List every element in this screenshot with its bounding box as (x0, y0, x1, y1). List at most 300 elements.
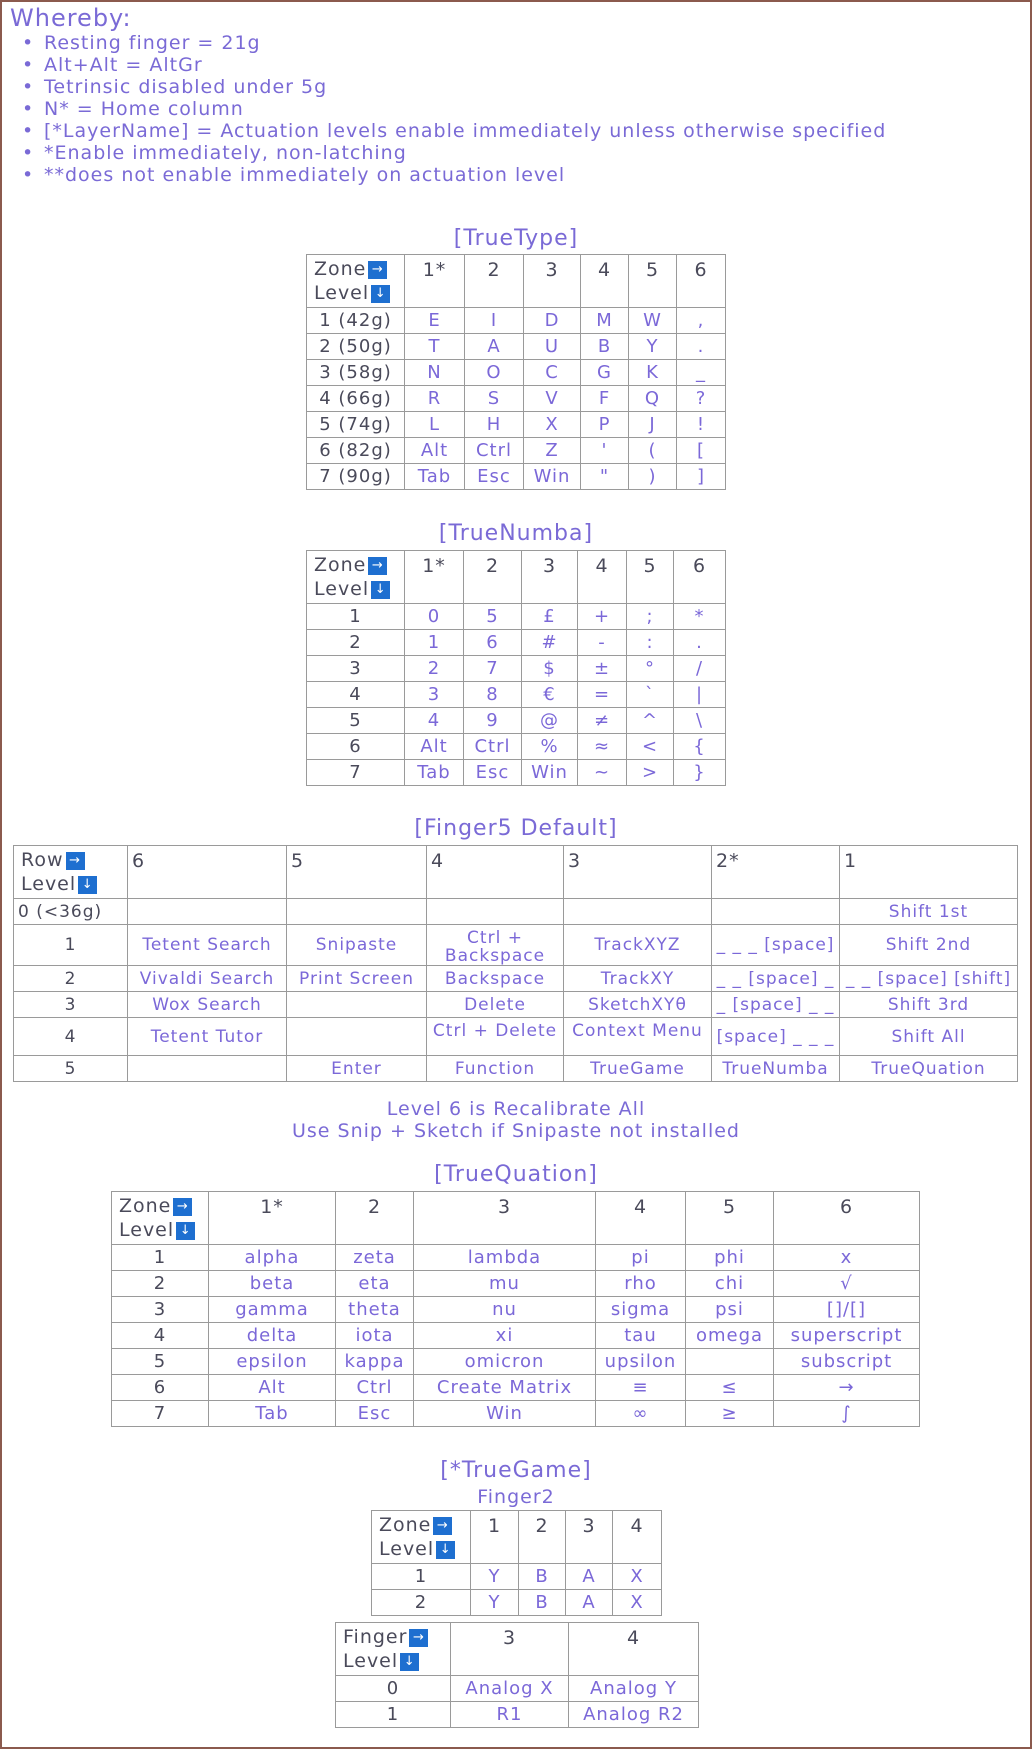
column-header: 2 (519, 1511, 566, 1564)
table-cell: ≥ (686, 1401, 774, 1427)
table-row (372, 1590, 662, 1616)
table-cell: TrueNumba (712, 1056, 840, 1082)
table-cell: TrackXYZ (564, 925, 712, 966)
axis-label-text: Zone (119, 1195, 172, 1217)
table-cell: 7 (464, 656, 522, 682)
table-cell: Alt (405, 438, 465, 464)
corner-cell (307, 255, 405, 308)
table-row (14, 1056, 1018, 1082)
row-label: 3 (112, 1297, 209, 1323)
table-cell: + (578, 604, 627, 630)
table-cell: 1 (405, 630, 464, 656)
table-cell: omega (686, 1323, 774, 1349)
table-row (307, 682, 726, 708)
table-row (307, 438, 726, 464)
table-cell (287, 992, 427, 1018)
table-cell: Alt (405, 734, 464, 760)
corner-cell (307, 551, 405, 604)
table-cell: C (524, 360, 581, 386)
axis-label (343, 1625, 450, 1649)
table-cell: Tab (209, 1401, 336, 1427)
axis-label (21, 872, 127, 896)
table-cell (686, 1349, 774, 1375)
table-cell: ? (677, 386, 726, 412)
column-header: 5 (627, 551, 674, 604)
table-cell: # (522, 630, 578, 656)
axis-label (314, 281, 404, 305)
truegame-title: [*TrueGame] (440, 1458, 592, 1483)
table-row (307, 734, 726, 760)
table-cell: 0 (405, 604, 464, 630)
axis-label-text: Level (379, 1538, 435, 1560)
column-header: 4 (578, 551, 627, 604)
table-row (307, 604, 726, 630)
column-header: 3 (524, 255, 581, 308)
corner-cell (112, 1192, 209, 1245)
table-cell: Shift 1st (840, 899, 1018, 925)
column-header: 6 (128, 846, 287, 899)
axis-label-text: Row (21, 849, 64, 871)
table-cell: X (613, 1590, 662, 1616)
table-cell: Ctrl (336, 1375, 414, 1401)
table-cell: Ctrl (464, 734, 522, 760)
table-cell: R1 (451, 1702, 569, 1728)
column-header: 4 (427, 846, 564, 899)
table-row (112, 1349, 920, 1375)
table-cell: nu (414, 1297, 596, 1323)
row-label: 2 (372, 1590, 471, 1616)
row-label: 2 (50g) (307, 334, 405, 360)
row-label: 5 (74g) (307, 412, 405, 438)
table-cell: A (465, 334, 524, 360)
table-cell: ^ (627, 708, 674, 734)
table-cell: epsilon (209, 1349, 336, 1375)
table-cell: Shift 3rd (840, 992, 1018, 1018)
table-cell: Esc (465, 464, 524, 490)
table-cell: * (674, 604, 726, 630)
table-cell: superscript (774, 1323, 920, 1349)
table-cell: < (627, 734, 674, 760)
header-row (336, 1623, 699, 1676)
truegame-subtitle: Finger2 (477, 1486, 555, 1508)
table-cell: alpha (209, 1245, 336, 1271)
table-cell (287, 899, 427, 925)
row-label: 1 (372, 1564, 471, 1590)
table-cell: Vivaldi Search (128, 966, 287, 992)
row-label: 6 (307, 734, 405, 760)
table-cell: D (524, 308, 581, 334)
table-cell: O (465, 360, 524, 386)
list-item: • Tetrinsic disabled under 5g (22, 76, 886, 98)
arrow-right-icon: → (173, 1198, 192, 1216)
axis-label (379, 1513, 470, 1537)
table-cell: " (581, 464, 629, 490)
table-cell: Enter (287, 1056, 427, 1082)
corner-cell (336, 1623, 451, 1676)
table-cell: - (578, 630, 627, 656)
table-cell: [ (677, 438, 726, 464)
arrow-down-icon: ↓ (371, 285, 390, 303)
table-cell: SketchXYθ (564, 992, 712, 1018)
table-cell: Alt (209, 1375, 336, 1401)
table-cell: Win (524, 464, 581, 490)
table-cell: 5 (464, 604, 522, 630)
arrow-right-icon: → (66, 852, 85, 870)
table-cell: . (677, 334, 726, 360)
table-cell: x (774, 1245, 920, 1271)
table-cell: [space] _ _ _ (712, 1018, 840, 1056)
table-cell: Tetent Search (128, 925, 287, 966)
row-label: 1 (307, 604, 405, 630)
arrow-down-icon: ↓ (78, 876, 97, 894)
table-cell: Snipaste (287, 925, 427, 966)
truequation-table (111, 1191, 920, 1427)
column-header: 1* (405, 551, 464, 604)
column-header: 4 (569, 1623, 699, 1676)
table-cell: pi (596, 1245, 686, 1271)
list-item: • **does not enable immediately on actuation level (22, 164, 886, 186)
table-cell: Tetent Tutor (128, 1018, 287, 1056)
table-row (307, 760, 726, 786)
table-cell: @ (522, 708, 578, 734)
table-cell: upsilon (596, 1349, 686, 1375)
table-cell: Context Menu (564, 1018, 712, 1056)
table-cell: sigma (596, 1297, 686, 1323)
table-cell: iota (336, 1323, 414, 1349)
row-label: 4 (66g) (307, 386, 405, 412)
header-row (307, 255, 726, 308)
row-label: 3 (58g) (307, 360, 405, 386)
table-cell: ' (581, 438, 629, 464)
table-cell: 9 (464, 708, 522, 734)
table-row (307, 708, 726, 734)
row-label: 3 (307, 656, 405, 682)
axis-label-text: Zone (314, 554, 367, 576)
table-cell: _ [space] _ _ (712, 992, 840, 1018)
table-cell: Ctrl (465, 438, 524, 464)
column-header: 1 (840, 846, 1018, 899)
table-cell: mu (414, 1271, 596, 1297)
axis-label-text: Zone (379, 1514, 432, 1536)
table-row (307, 360, 726, 386)
table-cell: \ (674, 708, 726, 734)
row-label: 2 (307, 630, 405, 656)
table-cell: tau (596, 1323, 686, 1349)
table-cell: M (581, 308, 629, 334)
table-cell: G (581, 360, 629, 386)
arrow-down-icon: ↓ (176, 1222, 195, 1240)
table-row (307, 412, 726, 438)
table-cell: Analog X (451, 1676, 569, 1702)
table-row (112, 1375, 920, 1401)
arrow-down-icon: ↓ (371, 581, 390, 599)
table-cell: J (629, 412, 677, 438)
table-cell (427, 899, 564, 925)
corner-cell (14, 846, 128, 899)
column-header: 3 (564, 846, 712, 899)
column-header: 2 (465, 255, 524, 308)
table-cell: Win (414, 1401, 596, 1427)
table-cell: _ _ _ [space] (712, 925, 840, 966)
table-cell: omicron (414, 1349, 596, 1375)
table-cell: lambda (414, 1245, 596, 1271)
table-cell: Z (524, 438, 581, 464)
column-header: 1* (209, 1192, 336, 1245)
table-cell: V (524, 386, 581, 412)
table-cell: Shift 2nd (840, 925, 1018, 966)
table-cell: TrueQuation (840, 1056, 1018, 1082)
truegame-zone-table (371, 1510, 662, 1616)
axis-label (314, 257, 404, 281)
table-cell: Y (629, 334, 677, 360)
column-header: 4 (613, 1511, 662, 1564)
table-cell: 3 (405, 682, 464, 708)
table-row (112, 1297, 920, 1323)
header-row (372, 1511, 662, 1564)
table-cell: F (581, 386, 629, 412)
table-row (14, 899, 1018, 925)
notes-list (22, 32, 886, 186)
table-row (307, 656, 726, 682)
axis-label (314, 577, 404, 601)
axis-label (314, 553, 404, 577)
axis-label-text: Level (21, 873, 77, 895)
table-cell: ; (627, 604, 674, 630)
axis-label (343, 1649, 450, 1673)
table-cell: U (524, 334, 581, 360)
row-label: 7 (90g) (307, 464, 405, 490)
table-cell: theta (336, 1297, 414, 1323)
column-header: 3 (451, 1623, 569, 1676)
table-cell: | (674, 682, 726, 708)
table-cell: X (524, 412, 581, 438)
arrow-right-icon: → (409, 1629, 428, 1647)
row-label: 4 (14, 1018, 128, 1056)
table-cell: ≈ (578, 734, 627, 760)
arrow-down-icon: ↓ (436, 1541, 455, 1559)
table-cell: Analog Y (569, 1676, 699, 1702)
table-row (112, 1323, 920, 1349)
axis-label-text: Level (314, 282, 370, 304)
corner-cell (372, 1511, 471, 1564)
truenumba-title: [TrueNumba] (438, 521, 594, 546)
axis-label-text: Zone (314, 258, 367, 280)
header-row (112, 1192, 920, 1245)
list-item: • *Enable immediately, non-latching (22, 142, 886, 164)
column-header: 3 (566, 1511, 613, 1564)
table-cell: Create Matrix (414, 1375, 596, 1401)
table-cell (128, 1056, 287, 1082)
column-header: 5 (686, 1192, 774, 1245)
table-cell: ≠ (578, 708, 627, 734)
list-item: • N* = Home column (22, 98, 886, 120)
axis-label-text: Level (343, 1650, 399, 1672)
table-row (112, 1271, 920, 1297)
truenumba-table (306, 550, 726, 786)
column-header: 6 (674, 551, 726, 604)
column-header: 6 (677, 255, 726, 308)
table-cell: Delete (427, 992, 564, 1018)
table-cell: } (674, 760, 726, 786)
list-item: • Resting finger = 21g (22, 32, 886, 54)
table-cell: ∞ (596, 1401, 686, 1427)
row-label: 3 (14, 992, 128, 1018)
table-cell: Analog R2 (569, 1702, 699, 1728)
table-row (14, 992, 1018, 1018)
table-cell: Esc (464, 760, 522, 786)
table-cell: phi (686, 1245, 774, 1271)
table-cell: Shift All (840, 1018, 1018, 1056)
table-row (307, 630, 726, 656)
row-label: 5 (14, 1056, 128, 1082)
table-cell: Tab (405, 464, 465, 490)
row-label: 5 (307, 708, 405, 734)
table-cell: 4 (405, 708, 464, 734)
header-row (14, 846, 1018, 899)
table-row (307, 386, 726, 412)
table-cell: delta (209, 1323, 336, 1349)
table-cell: Tab (405, 760, 464, 786)
table-cell: : (627, 630, 674, 656)
document-page (2, 2, 1030, 1747)
table-cell: Esc (336, 1401, 414, 1427)
table-cell: kappa (336, 1349, 414, 1375)
column-header: 5 (287, 846, 427, 899)
table-cell: 2 (405, 656, 464, 682)
axis-label (21, 848, 127, 872)
axis-label-text: Level (119, 1219, 175, 1241)
table-cell: X (613, 1564, 662, 1590)
arrow-right-icon: → (368, 557, 387, 575)
axis-label-text: Finger (343, 1626, 408, 1648)
arrow-right-icon: → (433, 1517, 452, 1535)
table-cell: ( (629, 438, 677, 464)
table-cell: B (581, 334, 629, 360)
table-cell: S (465, 386, 524, 412)
table-row (372, 1564, 662, 1590)
footnote-recalibrate: Level 6 is Recalibrate All (386, 1098, 646, 1120)
list-item: • Alt+Alt = AltGr (22, 54, 886, 76)
table-row (307, 308, 726, 334)
row-label: 1 (112, 1245, 209, 1271)
table-cell: E (405, 308, 465, 334)
table-cell: , (677, 308, 726, 334)
row-label: 2 (14, 966, 128, 992)
table-cell (564, 899, 712, 925)
table-cell: N (405, 360, 465, 386)
truetype-title: [TrueType] (453, 226, 579, 251)
row-label: 7 (307, 760, 405, 786)
row-label: 2 (112, 1271, 209, 1297)
column-header: 2 (336, 1192, 414, 1245)
table-row (14, 925, 1018, 966)
row-label: 1 (14, 925, 128, 966)
table-cell: zeta (336, 1245, 414, 1271)
table-cell: √ (774, 1271, 920, 1297)
table-cell: W (629, 308, 677, 334)
table-cell: ] (677, 464, 726, 490)
arrow-right-icon: → (368, 261, 387, 279)
table-cell: Ctrl + Backspace (427, 925, 564, 966)
table-row (307, 464, 726, 490)
table-row (112, 1401, 920, 1427)
column-header: 1* (405, 255, 465, 308)
table-cell: % (522, 734, 578, 760)
row-label: 6 (112, 1375, 209, 1401)
column-header: 2 (464, 551, 522, 604)
axis-label (119, 1194, 208, 1218)
table-cell: eta (336, 1271, 414, 1297)
page-title: Whereby: (10, 4, 132, 32)
column-header: 5 (629, 255, 677, 308)
table-cell: H (465, 412, 524, 438)
row-label: 6 (82g) (307, 438, 405, 464)
table-row (336, 1702, 699, 1728)
table-cell: L (405, 412, 465, 438)
table-cell: B (519, 1564, 566, 1590)
table-cell: _ _ [space] _ (712, 966, 840, 992)
table-row (307, 334, 726, 360)
footnote-snipaste: Use Snip + Sketch if Snipaste not installed (292, 1120, 740, 1142)
table-cell: → (774, 1375, 920, 1401)
table-cell: gamma (209, 1297, 336, 1323)
table-cell: ~ (578, 760, 627, 786)
table-cell (287, 1018, 427, 1056)
finger5-table (13, 845, 1018, 1082)
table-cell: ≤ (686, 1375, 774, 1401)
table-cell: > (627, 760, 674, 786)
table-cell: ) (629, 464, 677, 490)
table-cell: ≡ (596, 1375, 686, 1401)
table-cell: Y (471, 1590, 519, 1616)
table-cell: []/[] (774, 1297, 920, 1323)
row-label: 5 (112, 1349, 209, 1375)
axis-label (119, 1218, 208, 1242)
table-cell: xi (414, 1323, 596, 1349)
table-cell: chi (686, 1271, 774, 1297)
table-cell: T (405, 334, 465, 360)
table-row (336, 1676, 699, 1702)
arrow-down-icon: ↓ (400, 1653, 419, 1671)
axis-label (379, 1537, 470, 1561)
table-cell: A (566, 1564, 613, 1590)
column-header: 3 (522, 551, 578, 604)
table-cell: ! (677, 412, 726, 438)
row-label: 7 (112, 1401, 209, 1427)
table-cell: Wox Search (128, 992, 287, 1018)
table-cell: { (674, 734, 726, 760)
table-cell (128, 899, 287, 925)
table-cell: Q (629, 386, 677, 412)
table-cell: $ (522, 656, 578, 682)
table-cell: P (581, 412, 629, 438)
column-header: 6 (774, 1192, 920, 1245)
table-cell: ∫ (774, 1401, 920, 1427)
row-label: 0 (<36g) (14, 899, 128, 925)
table-cell: Ctrl + Delete (427, 1018, 564, 1056)
table-cell: _ (677, 360, 726, 386)
table-cell: € (522, 682, 578, 708)
table-cell: / (674, 656, 726, 682)
table-row (112, 1245, 920, 1271)
table-cell: Win (522, 760, 578, 786)
table-cell (712, 899, 840, 925)
table-cell: TrackXY (564, 966, 712, 992)
table-cell: R (405, 386, 465, 412)
table-cell: 8 (464, 682, 522, 708)
table-cell: . (674, 630, 726, 656)
column-header: 4 (581, 255, 629, 308)
